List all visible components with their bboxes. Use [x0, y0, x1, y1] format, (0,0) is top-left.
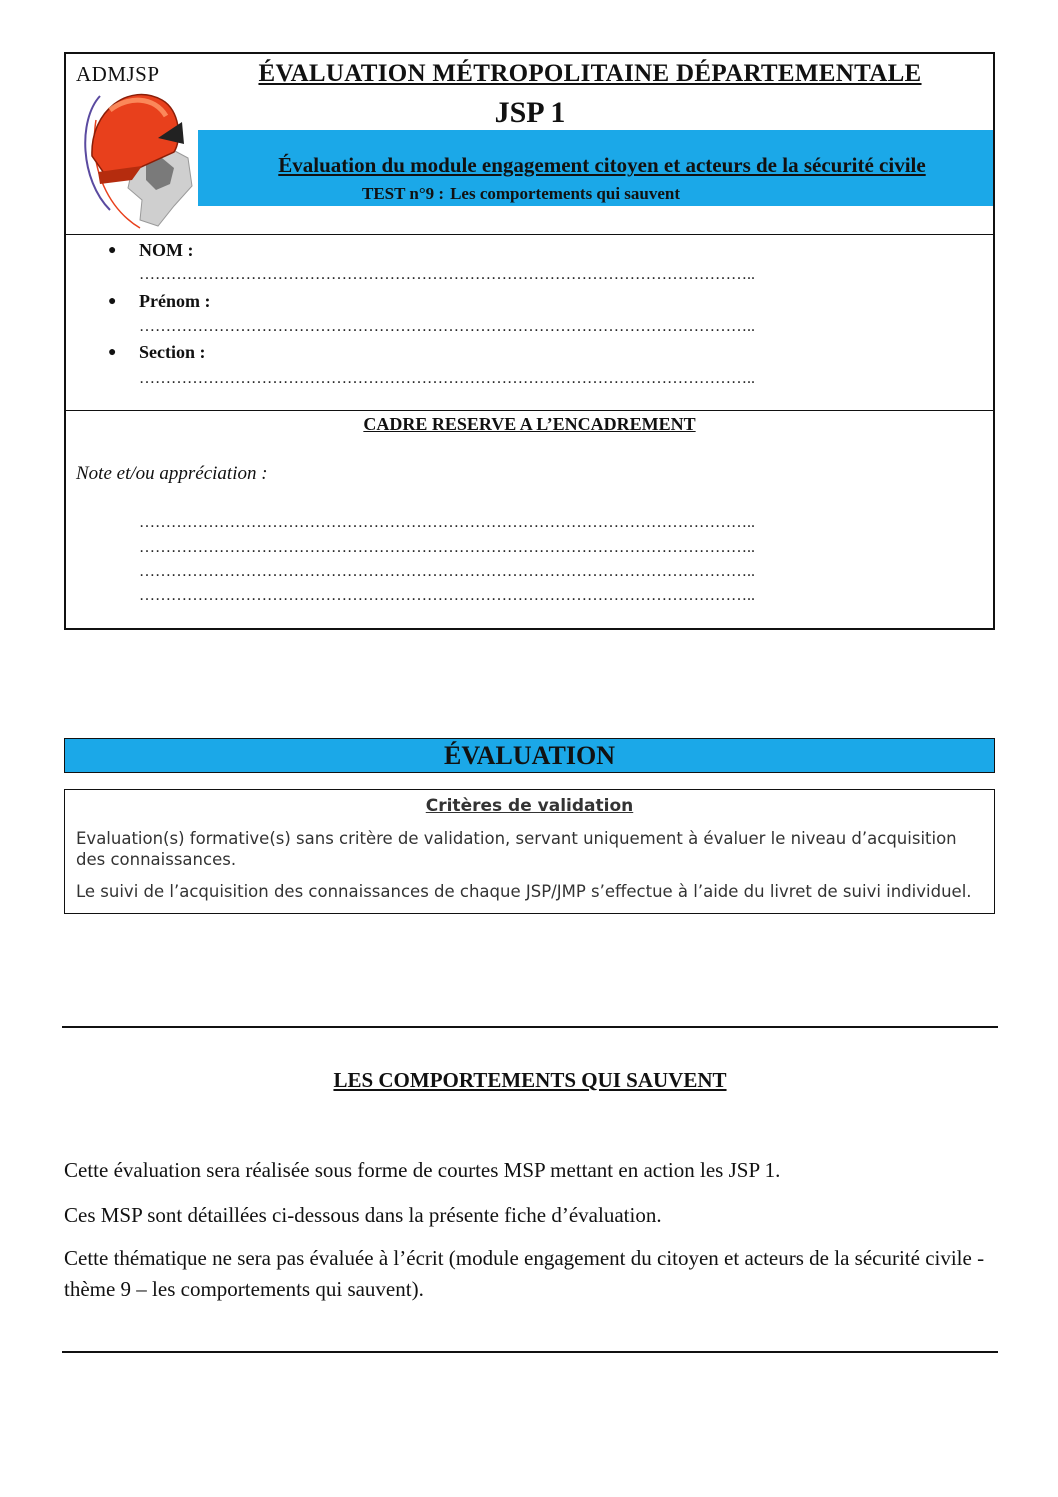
divider: [62, 1351, 998, 1353]
module-title: Évaluation du module engagement citoyen et acteurs de la sécurité civile: [278, 153, 926, 177]
test-line: [362, 184, 680, 204]
test-label: TEST n°9 :: [362, 184, 445, 203]
criteria-paragraph: Le suivi de l’acquisition des connaissances de chaque JSP/JMP s’effectue à l’aide du livret de suivi individuel.: [76, 882, 972, 901]
firstname-label: Prénom :: [139, 291, 211, 311]
firstname-field[interactable]: ……………………………………………………………………………………………………..: [139, 318, 755, 335]
criteria-title: Critères de validation: [425, 796, 634, 816]
note-line[interactable]: ……………………………………………………………………………………………………..: [139, 587, 755, 604]
logo-text: ADMJSP: [76, 62, 160, 86]
test-description: Les comportements qui sauvent: [450, 184, 681, 203]
body-paragraph: Cette évaluation sera réalisée sous forme de courtes MSP mettant en action les JSP 1.: [64, 1158, 781, 1182]
bullet-icon: ●: [108, 243, 117, 258]
note-line[interactable]: ……………………………………………………………………………………………………..: [139, 563, 755, 580]
body-paragraph: Cette thématique ne sera pas évaluée à l’écrit (module engagement du citoyen et acteurs de la sécurité civile - thème 9 – les comportements qui sauvent).: [64, 1246, 985, 1301]
divider: [65, 234, 993, 235]
section-label: Section :: [139, 342, 206, 362]
note-line[interactable]: ……………………………………………………………………………………………………..: [139, 539, 755, 556]
criteria-paragraph: Evaluation(s) formative(s) sans critère de validation, servant uniquement à évaluer le niveau d’acquisition des connaissances.: [76, 829, 957, 869]
section-field[interactable]: ……………………………………………………………………………………………………..: [139, 370, 755, 387]
evaluation-title: ÉVALUATION: [444, 741, 615, 770]
note-label: Note et/ou appréciation :: [76, 463, 268, 484]
cadre-title: CADRE RESERVE A L’ENCADREMENT: [363, 414, 696, 434]
divider: [65, 410, 993, 411]
name-label: NOM :: [139, 240, 194, 260]
section-title: LES COMPORTEMENTS QUI SAUVENT: [333, 1068, 727, 1092]
bullet-icon: ●: [108, 345, 117, 360]
body-paragraph: Ces MSP sont détaillées ci-dessous dans la présente fiche d’évaluation.: [64, 1203, 662, 1227]
document-subtitle: JSP 1: [494, 96, 566, 129]
divider: [62, 1026, 998, 1028]
name-field[interactable]: ……………………………………………………………………………………………………..: [139, 266, 755, 283]
document-title: ÉVALUATION MÉTROPOLITAINE DÉPARTEMENTALE: [258, 60, 922, 87]
note-line[interactable]: ……………………………………………………………………………………………………..: [139, 514, 755, 531]
bullet-icon: ●: [108, 294, 117, 309]
